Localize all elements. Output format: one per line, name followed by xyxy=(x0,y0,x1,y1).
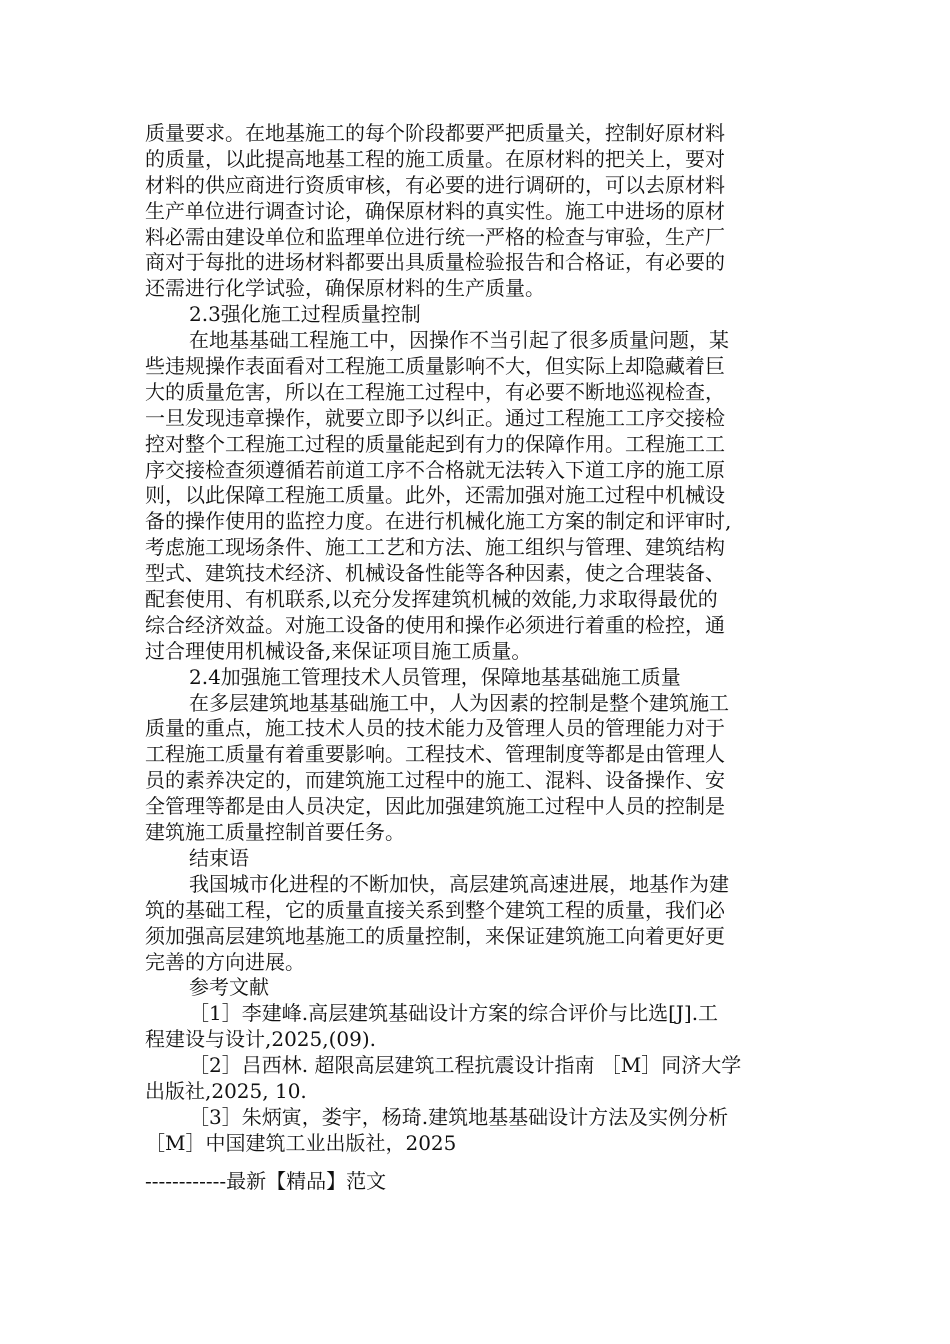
text-line: ［M］中国建筑工业出版社，2025 xyxy=(145,1130,457,1155)
text-line: 在多层建筑地基基础施工中，人为因素的控制是整个建筑施工 xyxy=(189,690,729,715)
text-line: 全管理等都是由人员决定，因此加强建筑施工过程中人员的控制是 xyxy=(145,794,725,819)
text-line: 备的操作使用的监控力度。在进行机械化施工方案的制定和评审时, xyxy=(145,509,732,534)
text-line: 大的质量危害，所以在工程施工过程中，有必要不断地巡视检查， xyxy=(145,379,725,404)
footer-text: ------------最新【精品】范文 xyxy=(145,1169,387,1193)
text-line: 生产单位进行调查讨论，确保原材料的真实性。施工中进场的原材 xyxy=(145,198,725,223)
text-line: 完善的方向进展。 xyxy=(145,949,305,974)
text-line: 些违规操作表面看对工程施工质量影响不大，但实际上却隐藏着巨 xyxy=(145,354,725,379)
text-line: 质量的重点，施工技术人员的技术能力及管理人员的管理能力对于 xyxy=(145,716,725,741)
text-line: 2.3强化施工过程质量控制 xyxy=(189,302,421,327)
text-line: 型式、建筑技术经济、机械设备性能等各种因素，使之合理装备、 xyxy=(145,561,725,586)
text-line: 我国城市化进程的不断加快，高层建筑高速进展，地基作为建 xyxy=(189,871,729,896)
text-line: 参考文献 xyxy=(189,975,269,1000)
text-line: 程建设与设计,2025,(09). xyxy=(145,1027,377,1052)
text-line: 质量要求。在地基施工的每个阶段都要严把质量关，控制好原材料 xyxy=(145,121,725,145)
text-line: 过合理使用机械设备,来保证项目施工质量。 xyxy=(145,638,532,663)
text-line: 建筑施工质量控制首要任务。 xyxy=(145,820,405,845)
text-line: 工程施工质量有着重要影响。工程技术、管理制度等都是由管理人 xyxy=(145,742,725,767)
document-body xyxy=(145,121,805,1157)
text-line: ［1］李建峰.高层建筑基础设计方案的综合评价与比选[J].工 xyxy=(189,1001,719,1026)
text-line: ［2］吕西林. 超限高层建筑工程抗震设计指南 ［M］同济大学 xyxy=(189,1053,742,1078)
text-line: 在地基基础工程施工中，因操作不当引起了很多质量问题，某 xyxy=(189,328,729,353)
text-line: 料必需由建设单位和监理单位进行统一严格的检查与审验，生产厂 xyxy=(145,224,725,249)
text-line: 2.4加强施工管理技术人员管理，保障地基基础施工质量 xyxy=(189,664,681,689)
text-line: 控对整个工程施工过程的质量能起到有力的保障作用。工程施工工 xyxy=(145,431,725,456)
text-line: 筑的基础工程，它的质量直接关系到整个建筑工程的质量，我们必 xyxy=(145,897,725,922)
text-line: 一旦发现违章操作，就要立即予以纠正。通过工程施工工序交接检 xyxy=(145,405,725,430)
text-line: 序交接检查须遵循若前道工序不合格就无法转入下道工序的施工原 xyxy=(145,457,725,482)
text-line: 商对于每批的进场材料都要出具质量检验报告和合格证，有必要的 xyxy=(145,250,725,275)
text-line: 则，以此保障工程施工质量。此外，还需加强对施工过程中机械设 xyxy=(145,483,725,508)
text-line: 出版社,2025, 10. xyxy=(145,1078,307,1103)
text-line: 考虑施工现场条件、施工工艺和方法、施工组织与管理、建筑结构 xyxy=(145,535,725,560)
text-line: 配套使用、有机联系,以充分发挥建筑机械的效能,力求取得最优的 xyxy=(145,587,718,612)
text-line: 结束语 xyxy=(189,845,249,870)
text-line: 综合经济效益。对施工设备的使用和操作必须进行着重的检控，通 xyxy=(145,612,725,637)
text-line: 还需进行化学试验，确保原材料的生产质量。 xyxy=(145,276,545,301)
text-line: 员的素养决定的，而建筑施工过程中的施工、混料、设备操作、安 xyxy=(145,768,725,793)
text-line: 须加强高层建筑地基施工的质量控制，来保证建筑施工向着更好更 xyxy=(145,923,725,948)
text-line: 的质量，以此提高地基工程的施工质量。在原材料的把关上，要对 xyxy=(145,146,725,171)
text-line: ［3］朱炳寅，娄宇，杨琦.建筑地基基础设计方法及实例分析 xyxy=(189,1104,729,1129)
text-line: 材料的供应商进行资质审核，有必要的进行调研的，可以去原材料 xyxy=(145,172,725,197)
